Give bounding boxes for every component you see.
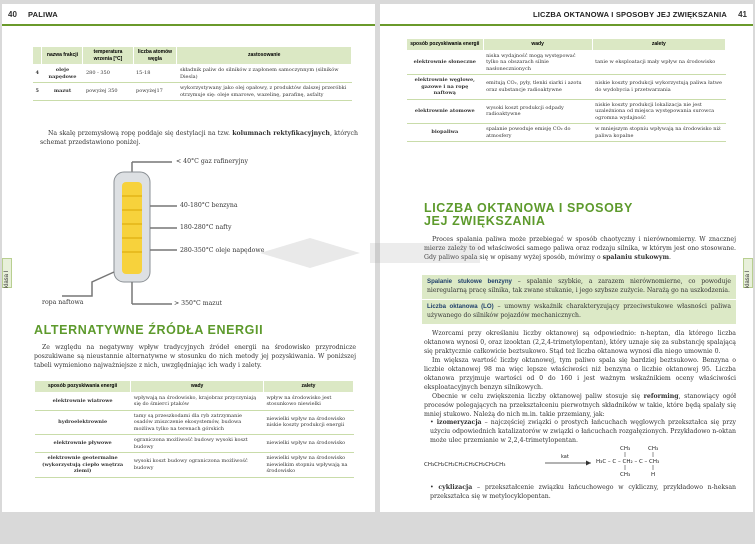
table-row <box>33 83 352 101</box>
table-row <box>407 75 726 100</box>
table-header-cell: liczba atomów węgla <box>133 47 177 65</box>
heading-alternative-energy: ALTERNATYWNE ŹRÓDŁA ENERGII <box>34 323 264 337</box>
label-crude-oil: ropa naftowa <box>42 299 84 306</box>
table-cell: emitują CO₂, pyły, tlenki siarki i azotu oraz substancje radioaktywne <box>483 75 592 100</box>
table-cell: wysoki koszt budowy ograniczona możliwość budowy <box>131 453 264 478</box>
table-row <box>33 65 352 83</box>
isooctane-structure <box>596 444 696 478</box>
left-page-number: 40 <box>8 10 17 19</box>
table-row <box>35 453 354 478</box>
table-header-cell: sposób pozyskiwania energii <box>35 381 131 393</box>
svg-text:CH₃: CH₃ <box>648 446 659 452</box>
table-cell: powyżej17 <box>133 83 177 101</box>
table-cell: tamy są przeszkodami dla ryb zatrzymanie osadów zniszczenie ekosystemów, budowa możliwa tylko na terenach górskich <box>131 410 264 435</box>
fractions-table <box>32 46 352 101</box>
table-row <box>407 50 726 75</box>
reaction-arrow <box>543 453 597 467</box>
table-cell: wpływają na środowisko, krajobraz przyczyniają się do śmierci ptaków <box>131 392 264 410</box>
distillation-intro: Na skalę przemysłową ropę poddaje się destylacji na tzw. kolumnach rektyfikacyjnych, których schemat przedstawiono poniżej. <box>40 130 358 146</box>
table-cell: niskie koszty produkcji wykorzystują paliwa łatwe do wydobycia i przetwarzania <box>592 75 725 100</box>
reaction-reactant: CH₃CH₂CH₂CH₂CH₂CH₂CH₂CH₃ <box>424 462 506 468</box>
reaction-catalyst: kat <box>561 454 569 460</box>
table-cell: elektrownie pływowe <box>35 435 131 453</box>
left-header <box>2 4 375 26</box>
table-cell: 5 <box>33 83 42 101</box>
left-chapter-title: PALIWA <box>28 10 58 19</box>
right-page-number: 41 <box>738 10 747 19</box>
table-cell: tanie w eksploatacji mały wpływ na środowisko <box>592 50 725 75</box>
energy-table-left <box>34 380 354 478</box>
right-header <box>380 4 753 26</box>
svg-text:H₃C – C – CH₂ – C – CH₃: H₃C – C – CH₂ – C – CH₃ <box>596 459 660 465</box>
table-header-cell: wady <box>131 381 264 393</box>
table-cell: spalanie powoduje emisję CO₂ do atmosfery <box>483 124 592 142</box>
table-row <box>35 410 354 435</box>
right-side-label: klasa I <box>745 270 751 288</box>
reforming-paragraph: Obecnie w celu zwiększenia liczby oktanowej paliw stosuje się reforming, stanowiący ogół procesów polegających na przekształceniu pierwotnych składników w takie, które będą spalały się mniej stukowo. Należą do nich m.in. takie przemiany, jak: <box>424 393 736 418</box>
knock-combustion-paragraph: Proces spalania paliwa może przebiegać w sposób chaotyczny i nierównomierny. W znacznej mierze zależy to od właściwości samego paliwa oraz rodzaju silnika, w którym jest ono stosowane. Gdy paliwo spala się w opisany wyżej sposób, mówimy o spalaniu stukowym. <box>424 236 736 261</box>
table-cell: oleje napędowe <box>42 65 83 83</box>
table-cell: niewielki wpływ na środowisko <box>263 435 353 453</box>
fraction-label-petrol: 40-180°C benzyna <box>180 202 238 209</box>
right-chapter-title: LICZBA OKTANOWA I SPOSOBY JEJ ZWIĘKSZANIA <box>532 10 727 19</box>
table-cell: powyżej 350 <box>83 83 133 101</box>
table-cell: elektrownie wiatrowe <box>35 392 131 410</box>
bullet-cyclization: • cyklizacja – przekształcenie związku łańcuchowego w cykliczny, przykładowo n-heksan przekształca się w metylocyklopentan. <box>430 484 736 500</box>
alternative-energy-paragraph: Ze względu na negatywny wpływ tradycyjnych źródeł energii na środowisko przyrodnicze poszukiwane są nieustannie alternatywne w stosunku do nich metody jej pozyskiwania. W poniższej tabeli wymieniono najważniejsze z nich, uwzględniając ich wady i zalety. <box>34 344 356 369</box>
svg-text:CH₃: CH₃ <box>620 472 631 478</box>
table-row <box>407 124 726 142</box>
table-header-cell: nazwa frakcji <box>42 47 83 65</box>
table-header-cell: zalety <box>263 381 353 393</box>
table-header-cell: temperatura wrzenia [°C] <box>83 47 133 65</box>
fraction-label-gas: < 40°C gaz rafineryjny <box>176 158 248 165</box>
octane-paragraph-2: Im większa wartość liczby oktanowej, tym paliwo spala się bardziej beztsukowo. Benzyna o liczbie oktanowej 98 ma więc lepsze właściwości niż benzyna o liczbie oktanowej 95. Liczba oktanowa przyjmuje wartości od 0 do 160 i jest ważnym wskaźnikiem oceny właściwości eksploatacyjnych benzyn silnikowych. <box>424 357 736 391</box>
heading-octane-number: LICZBA OKTANOWA I SPOSOBY JEJ ZWIĘKSZANIA <box>424 201 633 229</box>
energy-table-right <box>406 38 726 142</box>
table-row <box>407 99 726 124</box>
fraction-label-diesel: 280-350°C oleje napędowe <box>180 247 265 254</box>
octane-paragraph-1: Wzorcami przy określaniu liczby oktanowej są odpowiednio: n-heptan, dla którego liczba oktanowa wynosi 0, oraz izooktan (2,2,4-trimetylopentan), który uznaje się za substancję spalającą się praktycznie całkowicie beztsukowo. Stąd też liczba oktanowa wynosi dla niego umownie 0. <box>424 330 736 355</box>
definition-box-octane: Liczba oktanowa (LO) – umowny wskaźnik charakteryzujący przeciwstukowe własności paliwa używanego do silników pojazdów mechanicznych. <box>422 300 736 324</box>
table-cell: mazut <box>42 83 83 101</box>
table-header-cell: zastosowanie <box>177 47 352 65</box>
table-cell: elektrownie węglowe, gazowe i na ropę naftową <box>407 75 484 100</box>
table-header-cell: zalety <box>592 39 725 51</box>
distillation-column-diagram <box>22 154 282 314</box>
table-row <box>35 435 354 453</box>
table-header-cell: wady <box>483 39 592 51</box>
table-cell: 4 <box>33 65 42 83</box>
svg-text:CH₃: CH₃ <box>620 446 631 452</box>
table-cell: wysoki koszt produkcji odpady radioaktywne <box>483 99 592 124</box>
fraction-label-kerosene: 180-280°C nafty <box>180 224 232 231</box>
table-cell: składnik paliw do silników z zapłonem samoczynnym (silników Diesla) <box>177 65 352 83</box>
label-residue: > 350°C mazut <box>174 300 223 307</box>
table-cell: 15-18 <box>133 65 177 83</box>
table-cell: elektrownie słoneczne <box>407 50 484 75</box>
table-cell: niskie koszty produkcji lokalizacja nie jest uzależniona od miejsca występowania surowca ogromna wydajność <box>592 99 725 124</box>
left-side-label: klasa I <box>4 270 10 288</box>
table-cell: niewielki wpływ na środowisko niewielkim stopniu wpływają na środowisko <box>263 453 353 478</box>
table-header-cell <box>33 47 42 65</box>
bullet-isomerization: • izomeryzacja – najczęściej związki o prostych łańcuchach węglowych przekształca się przy użyciu odpowiednich katalizatorów w związki o łańcuchach rozgałęzionych. Przykładowo n-oktan może ulec przemianie w 2,2,4-trimetylopentan. <box>430 419 736 444</box>
table-header-cell: sposób pozyskiwania energii <box>407 39 484 51</box>
table-cell: wykorzystywany jako olej opałowy, z produktów dalszej przeróbki otrzymuje się: oleje smarowe, wazelinę, parafinę, asfalty <box>177 83 352 101</box>
table-cell: elektrownie atomowe <box>407 99 484 124</box>
watermark-logo <box>250 228 490 278</box>
table-cell: 280 - 350 <box>83 65 133 83</box>
table-cell: wpływ na środowisko jest stosunkowo niewielki <box>263 392 353 410</box>
table-row <box>35 392 354 410</box>
table-cell: biopaliwa <box>407 124 484 142</box>
definition-box-knock: Spalanie stukowe benzyny – spalanie szybkie, a zarazem nierównomierne, co powoduje nieregularną pracę silnika, tak zwane stukanie, i jego szybsze zużycie. Narażą go na uszkodzenia. <box>422 275 736 299</box>
table-cell: elektrownie geotermalne (wykorzystują ciepło wnętrza ziemi) <box>35 453 131 478</box>
table-cell: niska wydajność mogą występować tylko na obszarach silnie nasłonecznionych <box>483 50 592 75</box>
table-cell: ograniczona możliwość budowy wysoki koszt budowy <box>131 435 264 453</box>
table-cell: hydroelektrownie <box>35 410 131 435</box>
table-cell: w mniejszym stopniu wpływają na środowisko niż paliwa kopalne <box>592 124 725 142</box>
svg-text:H: H <box>651 472 656 478</box>
table-cell: niewielki wpływ na środowisko niskie koszty produkcji energii <box>263 410 353 435</box>
